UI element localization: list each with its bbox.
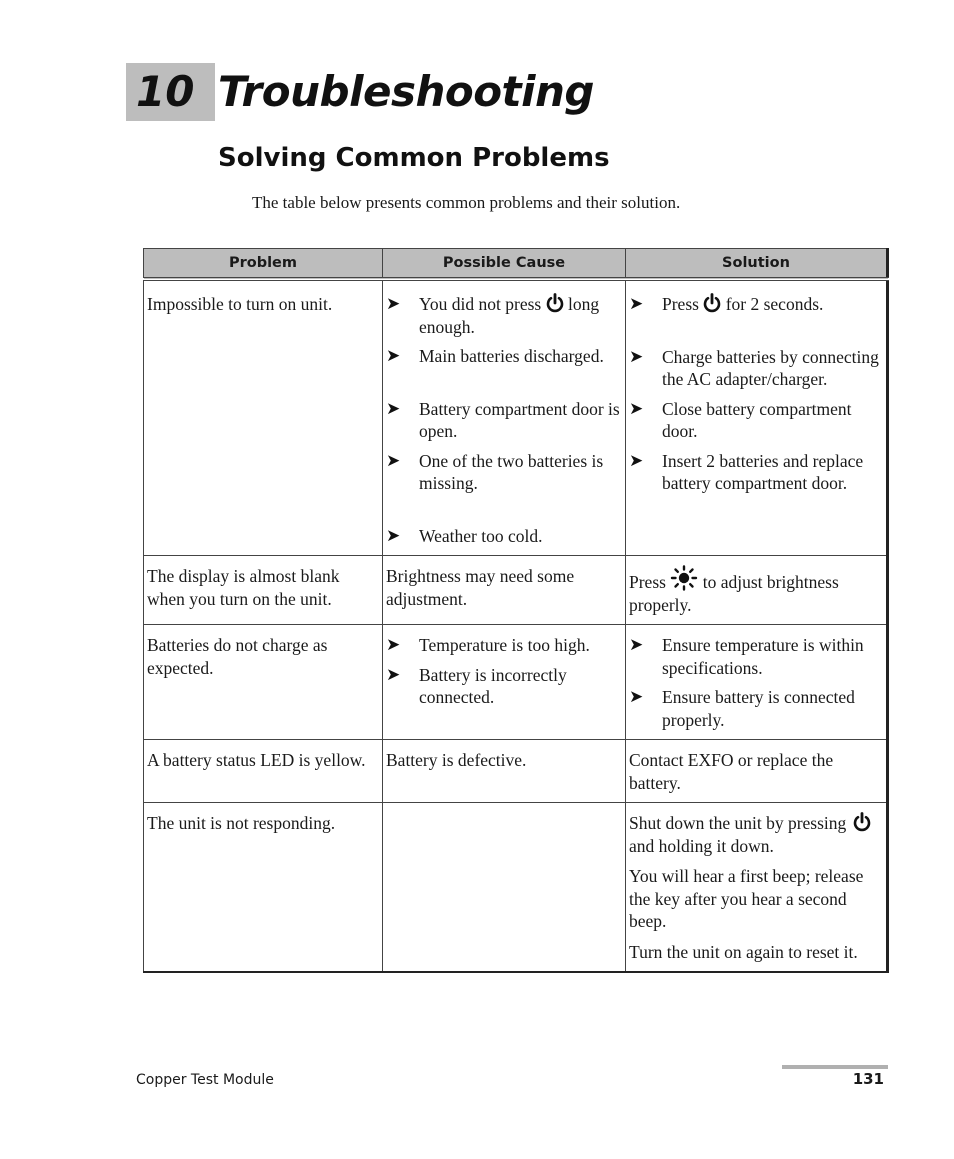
problem-cell bbox=[144, 740, 383, 803]
cause-cell bbox=[383, 803, 626, 973]
header-solution: Solution bbox=[626, 249, 888, 280]
cause-cell bbox=[383, 279, 626, 556]
table-row bbox=[144, 625, 888, 740]
cause-item: ➤ Battery compartment door is open. bbox=[386, 398, 620, 441]
problem-text: The unit is not responding. bbox=[147, 813, 336, 833]
problem-text: A battery status LED is yellow. bbox=[147, 750, 366, 770]
problem-cell bbox=[144, 556, 383, 625]
arrowhead-bullet-icon: ➤ bbox=[629, 635, 644, 654]
power-icon bbox=[703, 293, 721, 313]
problem-text: Batteries do not charge as expected. bbox=[147, 635, 328, 678]
arrowhead-bullet-icon: ➤ bbox=[629, 450, 644, 470]
solution-item: ➤ Charge batteries by connecting the AC adapter/charger. bbox=[629, 346, 879, 389]
solution-item: ➤ Close battery compartment door. bbox=[629, 398, 852, 441]
solution-cell: Press to adjust brightness properly. bbox=[626, 556, 888, 625]
power-icon bbox=[851, 812, 873, 832]
intro-text: The table below presents common problems and their solution. bbox=[252, 193, 681, 212]
arrowhead-bullet-icon: ➤ bbox=[629, 294, 644, 313]
solution-item: ➤ Ensure temperature is within specifications. bbox=[629, 635, 864, 678]
header-problem: Problem bbox=[144, 249, 383, 280]
table-row bbox=[144, 556, 888, 625]
arrowhead-bullet-icon: ➤ bbox=[629, 687, 644, 706]
cause-item: ➤ Main batteries discharged. bbox=[386, 346, 604, 366]
cause-item: ➤ You did not press long enough. bbox=[386, 294, 600, 337]
problem-cell bbox=[144, 803, 383, 973]
footer-document-title: Copper Test Module bbox=[136, 1072, 274, 1088]
table-row bbox=[144, 803, 888, 973]
solution-cell bbox=[626, 279, 888, 556]
arrowhead-bullet-icon: ➤ bbox=[386, 525, 401, 545]
cause-item: ➤ Temperature is too high. bbox=[386, 635, 590, 655]
cause-cell bbox=[383, 625, 626, 740]
chapter-title: Troubleshooting bbox=[218, 67, 594, 116]
solution-paragraph: You will hear a first beep; release the key after you hear a second beep. bbox=[629, 866, 864, 931]
table-row bbox=[144, 740, 888, 803]
solution-item: ➤ Ensure battery is connected properly. bbox=[629, 687, 855, 730]
arrowhead-bullet-icon: ➤ bbox=[386, 664, 401, 684]
troubleshooting-table bbox=[143, 248, 889, 973]
solution-cell bbox=[626, 625, 888, 740]
solution-text: Contact EXFO or replace the battery. bbox=[629, 750, 834, 793]
solution-item: ➤ Insert 2 batteries and replace battery compartment door. bbox=[629, 450, 864, 493]
cause-text: Brightness may need some adjustment. bbox=[386, 566, 575, 609]
arrowhead-bullet-icon: ➤ bbox=[386, 346, 401, 365]
footer-rule bbox=[782, 1065, 888, 1069]
cause-text: Battery is defective. bbox=[386, 750, 527, 770]
solution-cell bbox=[626, 803, 888, 973]
cause-cell bbox=[383, 740, 626, 803]
solution-cell bbox=[626, 740, 888, 803]
page-number: 131 bbox=[852, 1070, 884, 1088]
power-icon bbox=[546, 293, 564, 313]
section-title: Solving Common Problems bbox=[218, 143, 610, 173]
brightness-icon bbox=[670, 565, 698, 591]
cause-cell bbox=[383, 556, 626, 625]
header-possible-cause: Possible Cause bbox=[383, 249, 626, 280]
problem-cell bbox=[144, 625, 383, 740]
problem-text: Impossible to turn on unit. bbox=[147, 294, 333, 314]
chapter-number: 10 bbox=[136, 67, 195, 116]
cause-item: ➤ Weather too cold. bbox=[386, 525, 543, 546]
problem-cell bbox=[144, 279, 383, 556]
arrowhead-bullet-icon: ➤ bbox=[629, 398, 644, 418]
arrowhead-bullet-icon: ➤ bbox=[386, 398, 401, 418]
solution-paragraph: Shut down the unit by pressing and holding it down. bbox=[629, 812, 884, 857]
arrowhead-bullet-icon: ➤ bbox=[386, 635, 401, 654]
table-header-row bbox=[144, 249, 888, 280]
problem-text: The display is almost blank when you turn on the unit. bbox=[147, 566, 340, 609]
arrowhead-bullet-icon: ➤ bbox=[386, 294, 401, 313]
arrowhead-bullet-icon: ➤ bbox=[629, 346, 644, 366]
cause-item: ➤ One of the two batteries is missing. bbox=[386, 450, 604, 493]
arrowhead-bullet-icon: ➤ bbox=[386, 450, 401, 470]
solution-item: ➤ Press for 2 seconds. bbox=[629, 294, 824, 314]
solution-paragraph: Turn the unit on again to reset it. bbox=[629, 941, 858, 962]
table-row bbox=[144, 279, 888, 556]
cause-item: ➤ Battery is incorrectly connected. bbox=[386, 664, 567, 707]
